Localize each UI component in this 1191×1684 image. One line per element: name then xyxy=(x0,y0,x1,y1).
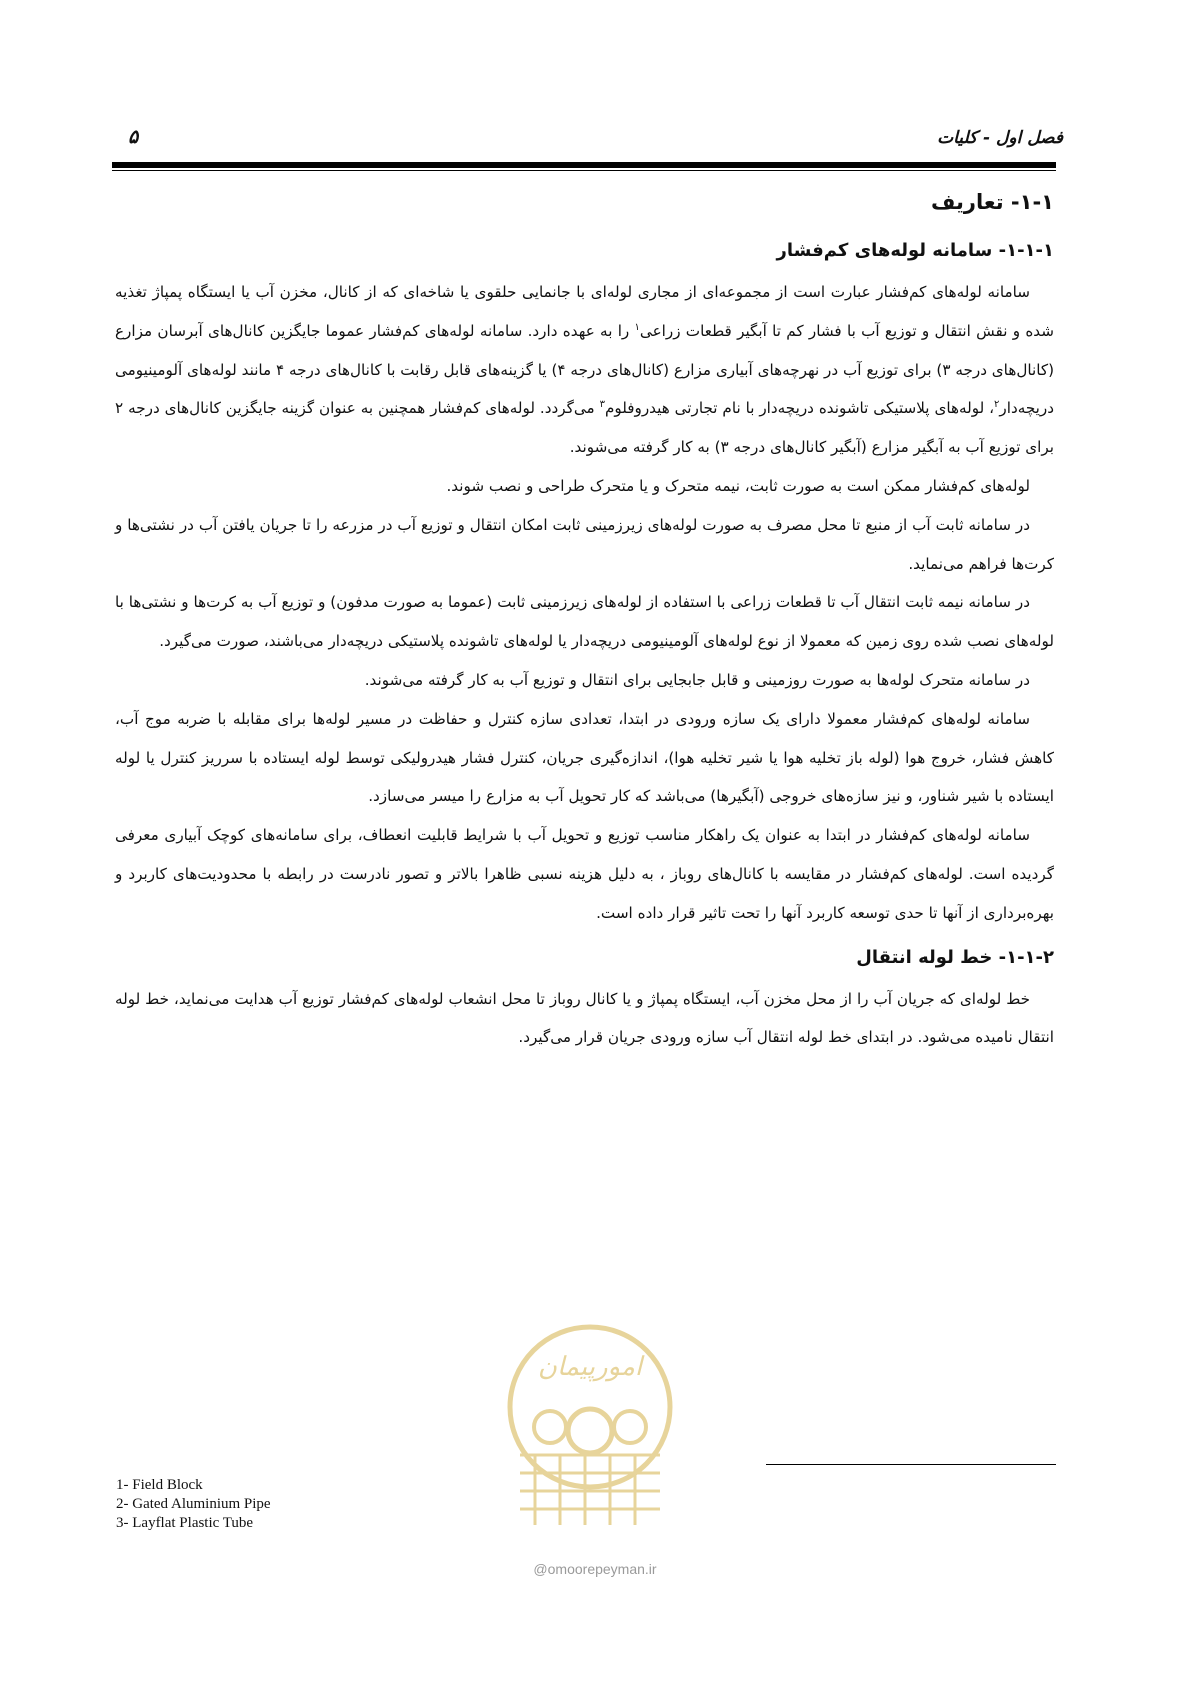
footnote-ref-3: ۳ xyxy=(599,399,605,411)
paragraph-definition xyxy=(115,273,1054,467)
watermark-gear-icon xyxy=(534,1411,566,1443)
footnote-1: 1- Field Block xyxy=(116,1477,203,1493)
page-number: ۵ xyxy=(128,126,139,148)
footnote-2: 2- Gated Aluminium Pipe xyxy=(116,1496,271,1512)
chapter-title: فصل اول - کلیات xyxy=(937,128,1063,148)
header-rule xyxy=(112,162,1056,168)
footnote-3: 3- Layflat Plastic Tube xyxy=(116,1515,254,1531)
watermark-logo-text: امورپیمان xyxy=(537,1352,643,1382)
watermark-gear-icon xyxy=(568,1409,612,1453)
paragraph-fixed-system: در سامانه ثابت آب از منبع تا محل مصرف به صورت لوله‌های زیرزمینی ثابت امکان انتقال و توزیع آب در مزرعه را تا جریان یافتن آب در نشتی‌ها و کرت‌ها فراهم می‌نماید. xyxy=(115,515,1054,573)
paragraph-transmission-line: خط لوله‌ای که جریان آب را از محل مخزن آب، ایستگاه پمپاژ و یا کانال روباز تا محل انشعاب لوله‌های کم‌فشار توزیع آب هدایت می‌نماید، خط لوله انتقال نامیده می‌شود. در ابتدای خط لوله انتقال آب سازه ورودی جریان قرار می‌گیرد. xyxy=(115,989,1054,1047)
watermark-grid-icon xyxy=(520,1455,660,1525)
paragraph-text: را به عهده دارد. سامانه لوله‌های کم‌فشار عموما جایگزین کانال‌های آبرسان مزارع (کانال‌های درجه ۳) برای توزیع آب در نهرچه‌های آبیاری مزارع (کانال‌های درجه ۴) یا گزینه‌های قابل رقابت با کانال‌های درجه ۴ مانند لوله‌های آلومینیومی دریچه‌دار xyxy=(115,321,1054,418)
paragraph-history: سامانه لوله‌های کم‌فشار در ابتدا به عنوان یک راهکار مناسب توزیع و تحویل آب با شرایط قابلیت انعطاف، برای سامانه‌های کوچک آبیاری معرفی گردیده است. لوله‌های کم‌فشار در مقایسه با کانال‌های روباز ، به دلیل هزینه نسبی ظاهرا بالاتر و تصور نادرست در رابطه با محدودیت‌های کاربرد و بهره‌برداری از آنها تا حدی توسعه کاربرد آنها را تحت تاثیر قرار داده است. xyxy=(115,826,1054,922)
paragraph-mobile-system: در سامانه متحرک لوله‌ها به صورت روزمینی و قابل جابجایی برای انتقال و توزیع آب به کار گرفته می‌شوند. xyxy=(364,670,1030,689)
paragraph-text: می‌گردد. لوله‌های کم‌فشار همچنین به عنوان گزینه جایگزین کانال‌های درجه ۲ برای توزیع آب به آبگیر مزارع (آبگیر کانال‌های درجه ۳) به کار گرفته می‌شوند. xyxy=(115,399,1054,457)
main-content xyxy=(115,190,1054,1057)
paragraph-semi-fixed-system: در سامانه نیمه ثابت انتقال آب تا قطعات زراعی با استفاده از لوله‌های زیرزمینی ثابت (عموما به صورت مدفون) و توزیع آب به کرت‌ها و نشتی‌ها با لوله‌های نصب شده روی زمین که معمولا از نوع لوله‌های آلومینیومی دریچه‌دار یا لوله‌های تاشونده پلاستیکی دریچه‌دار می‌باشند، صورت می‌گیرد. xyxy=(115,593,1054,651)
header-rule-thin xyxy=(112,170,1056,171)
watermark-site: @omoorepeyman.ir xyxy=(533,1561,657,1577)
footnote-ref-2: ۲ xyxy=(994,399,1000,411)
paragraph-text: ، لوله‌های پلاستیکی تاشونده دریچه‌دار با نام تجارتی هیدروفلوم xyxy=(604,399,995,418)
paragraph-types: لوله‌های کم‌فشار ممکن است به صورت ثابت، نیمه متحرک و یا متحرک طراحی و نصب شوند. xyxy=(446,476,1030,495)
footnote-ref-1: ۱ xyxy=(634,321,640,333)
watermark-logo xyxy=(490,1315,690,1565)
subsection-heading-low-pressure-pipes: ۱-۱-۱- سامانه لوله‌های کم‌فشار xyxy=(776,240,1054,261)
section-heading: ۱-۱- تعاریف xyxy=(931,190,1054,214)
footnotes xyxy=(116,1476,271,1533)
watermark-gear-icon xyxy=(614,1411,646,1443)
footnote-rule xyxy=(766,1464,1056,1465)
paragraph-text: سامانه لوله‌های کم‌فشار عبارت است از مجموعه‌ای از مجاری لوله‌ای با جانمایی حلقوی یا شاخه‌ای که از کانال، مخزن آب یا ایستگاه پمپاژ تغذیه شده و نقش انتقال و توزیع آب با فشار کم تا آبگیر قطعات زراعی xyxy=(115,283,1054,340)
subsection-heading-transmission-line: ۱-۱-۲- خط لوله انتقال xyxy=(856,946,1054,968)
paragraph-structures: سامانه لوله‌های کم‌فشار معمولا دارای یک سازه ورودی در ابتدا، تعدادی سازه کنترل و حفاظت در مسیر لوله‌ها برای مقابله با ضربه موج آب، کاهش فشار، خروج هوا (لوله باز تخلیه هوا یا شیر تخلیه هوا)، اندازه‌گیری جریان، کنترل فشار هیدرولیکی توسط لوله ایستاده با سرریز کنترل یا لوله ایستاده با شیر شناور، و نیز سازه‌های خروجی (آبگیرها) می‌باشد که کار تحویل آب به مزارع را میسر می‌سازد. xyxy=(115,709,1054,806)
